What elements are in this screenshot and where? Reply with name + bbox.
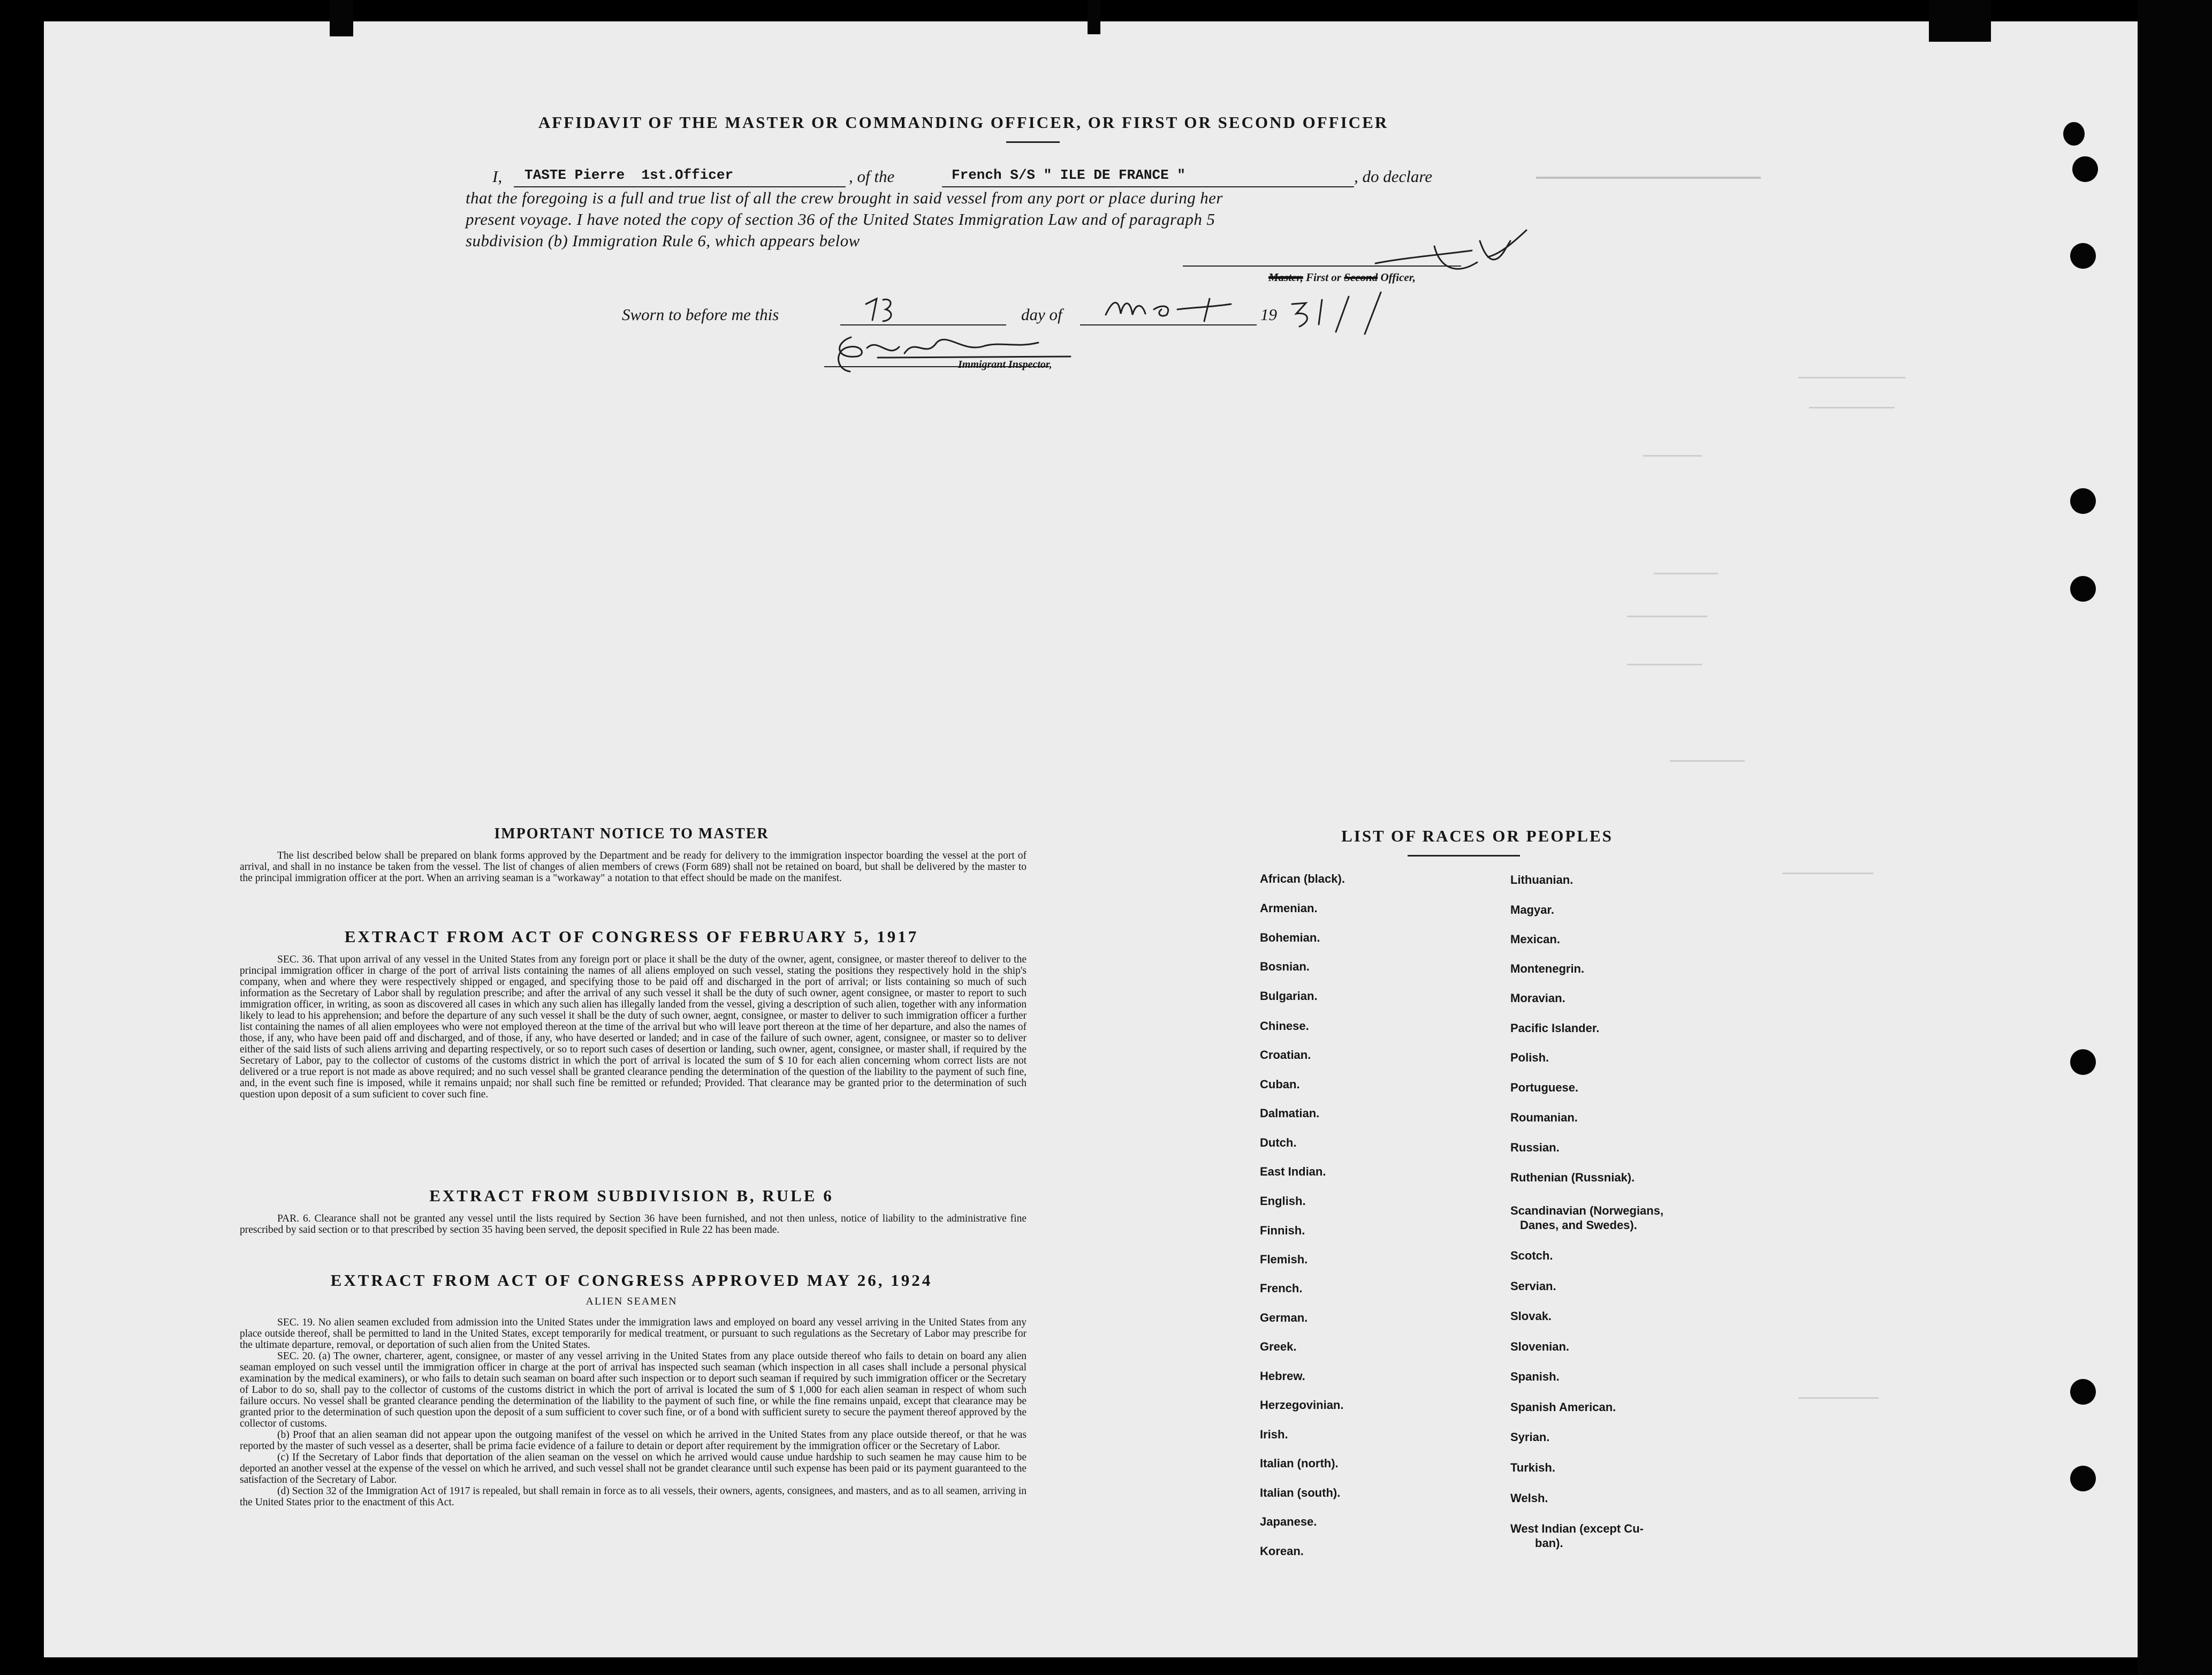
bleed-through [1627,664,1702,665]
notice-title: IMPORTANT NOTICE TO MASTER [494,825,769,842]
race-item: French. [1260,1282,1303,1295]
punch-hole [2070,1379,2096,1405]
race-item: West Indian (except Cu- [1510,1522,1644,1535]
race-item: Greek. [1260,1340,1297,1353]
race-item: Servian. [1510,1279,1556,1293]
race-item: Slovak. [1510,1309,1552,1323]
bleed-through [1670,760,1745,762]
race-item: Armenian. [1260,901,1318,915]
scan-top-tab [330,0,353,36]
bleed-through [1654,573,1718,574]
race-item: English. [1260,1194,1306,1208]
officer-caption-struck: Master, [1268,271,1303,284]
punch-hole [2070,243,2096,269]
affidavit-body-line3: subdivision (b) Immigration Rule 6, which appears below [466,231,860,250]
officer-caption [1268,271,1416,284]
extract-1924-body [240,1317,1027,1508]
bleed-through [1782,873,1873,874]
race-item: Irish. [1260,1428,1288,1441]
year-handwriting [1284,289,1413,337]
race-item: Lithuanian. [1510,873,1574,886]
race-item: Welsh. [1510,1491,1548,1505]
race-item: Spanish. [1510,1370,1560,1383]
bleed-through [1536,177,1761,179]
race-item: Dalmatian. [1260,1106,1320,1120]
affidavit-title: AFFIDAVIT OF THE MASTER OR COMMANDING OFFICER, OR FIRST OR SECOND OFFICER [538,113,1389,132]
vessel-name: French S/S " ILE DE FRANCE " [952,167,1185,183]
race-item: Spanish American. [1510,1400,1616,1414]
officer-caption-mid: First or [1306,271,1341,284]
race-item: Montenegrin. [1510,962,1585,975]
race-item: Danes, and Swedes). [1520,1218,1637,1232]
punch-hole [2070,576,2096,602]
bleed-through [1798,1397,1879,1399]
paragraph-6: PAR. 6. Clearance shall not be granted any vessel until the lists required by Section 36 have been furnished, and not then unless, notice of liability to the administrative fine prescribed by said section or to that prescribed by section 35 having been served, the deposit specified in Rule 22 has been made. [240,1213,1027,1236]
race-item: Chinese. [1260,1019,1309,1033]
scan-edge-border [2138,0,2212,1675]
bleed-through [1643,455,1702,457]
race-item: Italian (north). [1260,1457,1339,1470]
alien-seamen-subtitle: ALIEN SEAMEN [586,1295,678,1307]
bleed-through [1798,377,1905,378]
bleed-through [1627,616,1707,617]
race-item: Moravian. [1510,991,1565,1005]
affidavit-of-the: , of the [849,167,895,186]
sworn-text: Sworn to before me this [622,305,779,324]
officer-name: TASTE Pierre 1st.Officer [525,167,734,183]
subdivision-body [240,1213,1027,1236]
officer-signature-line [1183,266,1461,267]
race-item: East Indian. [1260,1165,1326,1178]
notice-paragraph: The list described below shall be prepared on blank forms approved by the Department and be ready for delivery to the immigration inspector boarding the vessel at the port of arrival, and shall in no instance be taken from the vessel. The list of changes of alien members of crews (Form 689) shall not be retained on board, but shall be delivered by the master to the principal immigration officer at the port. When an arriving seaman is a "workaway" a notation to that effect should be made on the manifest. [240,850,1027,884]
race-item: Bosnian. [1260,960,1310,973]
inspector-caption: Immigrant Inspector, [958,359,1052,370]
punch-hole [2070,1049,2096,1075]
race-item: Japanese. [1260,1515,1317,1528]
year-prefix: 19 [1260,305,1277,324]
race-item: German. [1260,1311,1308,1324]
punch-hole [2063,122,2085,146]
race-item: Cuban. [1260,1078,1300,1091]
bleed-through [1809,407,1895,408]
race-item: Portuguese. [1510,1081,1579,1094]
extract-1924-title: EXTRACT FROM ACT OF CONGRESS APPROVED MAY 26, 1924 [330,1271,933,1290]
race-item: ban). [1535,1536,1563,1550]
race-item: Roumanian. [1510,1111,1578,1124]
scan-top-tab [1929,0,1991,42]
race-item: Scandinavian (Norwegians, [1510,1204,1664,1217]
races-title: LIST OF RACES OR PEOPLES [1341,827,1613,845]
race-item: Flemish. [1260,1253,1308,1266]
race-item: Croatian. [1260,1048,1311,1062]
race-item: Russian. [1510,1141,1560,1154]
race-item: Syrian. [1510,1430,1550,1444]
race-item: Slovenian. [1510,1340,1570,1353]
officer-caption-struck2: Second [1344,271,1378,284]
month-handwriting [1103,293,1242,325]
affidavit-body-line1: that the foregoing is a full and true list of all the crew brought in said vessel from any port or place during her [466,188,1223,207]
affidavit-body-line2: present voyage. I have noted the copy of section 36 of the United States Immigration Law and of paragraph 5 [466,210,1215,229]
race-item: Ruthenian (Russniak). [1510,1171,1635,1184]
punch-hole [2072,156,2098,182]
notice-body [240,850,1027,884]
section-20a-paragraph: SEC. 20. (a) The owner, charterer, agent, consignee, or master of any vessel arriving in the United States from any place outside thereof who fails to detain on board any alien seaman employed on such vessel until the immigration officer in charge at the port of arrival has inspected such seaman (which inspection in all cases shall include a personal physical examination by the medical examiners), or who fails to detain such seaman on board after such inspection or to deport such seaman if required by such immigration officer or the Secretary of Labor to do so, shall pay to the collector of customs of the customs district in which the port of arrival is located the sum of $ 1,000 for each alien seaman in respect of whom such failure occurs. No vessel shall be granted clearance pending the determination of the liability to the payment of such fine, or while the fine remains unpaid, except that clearance may be granted prior to the determination of such question upon the deposit of a sum sufficient to cover such fine, or of a bond with sufficient surety to secure the payment thereof approved by the collector of customs. [240,1351,1027,1429]
race-item: Korean. [1260,1544,1304,1558]
race-item: Bohemian. [1260,931,1320,944]
race-item: Dutch. [1260,1136,1297,1149]
officer-name-line [514,186,846,187]
section-19-paragraph: SEC. 19. No alien seamen excluded from admission into the United States under the immigration laws and employed on board any vessel arriving in the United States from any place outside thereof, shall be permitted to land in the United States, except temporarily for medical treatment, or pursuant to such regulations as the Secretary of Labor may prescribe for the ultimate departure, removal, or deportation of such alien from the United States. [240,1317,1027,1351]
race-item: Italian (south). [1260,1486,1341,1499]
section-20b-paragraph: (b) Proof that an alien seaman did not appear upon the outgoing manifest of the vessel on which he arrived in the United States from any place outside thereof, or that he was reported by the master of such vessel as a deserter, shall be prima facie evidence of a failure to detain or deport after requirement by the immigration officer or the Secretary of Labor. [240,1429,1027,1452]
scan-top-tab [1088,0,1100,34]
race-item: Polish. [1510,1051,1549,1064]
extract-1917-body [240,954,1027,1100]
race-item: Scotch. [1510,1249,1553,1262]
race-item: Finnish. [1260,1224,1305,1237]
race-item: African (black). [1260,872,1345,885]
race-item: Turkish. [1510,1461,1555,1474]
section-36-paragraph: SEC. 36. That upon arrival of any vessel in the United States from any foreign port or place it shall be the duty of the owner, agent, consignee, or master thereof to deliver to the principal immigration officer in charge of the port of arrival lists containing the names of all aliens employed on such vessel, stating the positions they respectively hold in the ship's company, when and where they were respectively shipped or engaged, and specifying those to be paid off and discharged in the port of arrival; or lists containing so much of such information as the Secretary of Labor shall by regulation prescribe; and after the arrival of any such vessel it shall be the duty of such owner, agent consignee, or master to report to such immigration officer, in writing, as soon as discovered all cases in which any such alien has illegally landed from the vessel, giving a description of such alien, together with any information likely to lead to his apprehension; and before the departure of any such vessel it shall be the duty of such owner, aegnt, consignee, or master to deliver to such immigration officer a further list containing the names of all alien employees who were not employed thereon at the time of the arrival but who will leave port thereon at the time of her departure, and also the names of those, if any, who have been paid off and discharged, and of those, if any, who have deserted or landed; and in case of the failure of such owner, agent, consignee, or master so to deliver either of the said lists of such aliens arriving and departing respectively, or so to report such cases of desertion or landing, such owner, agent, consignee, or master shall, if required by the Secretary of Labor, pay to the collector of customs of the customs district in which the port of arrival is located the sum of $ 10 for each alien concerning whom correct lists are not delivered or a true report is not made as above required; and no such vessel shall be granted clearance pending the determination of the question of the liability to the payment of such fine, and, in the event such fine is imposed, while it remains unpaid; nor shall such fine be remitted or refunded; Provided. That clearance may be granted prior to the determination of such question upon deposit of a sum suficient to cover such fine. [240,954,1027,1100]
day-of-text: day of [1021,305,1062,324]
race-item: Herzegovinian. [1260,1398,1344,1412]
title-rule [1006,141,1060,143]
vessel-line [942,186,1354,187]
section-20d-paragraph: (d) Section 32 of the Immigration Act of 1917 is repealed, but shall remain in force as to ali vessels, their owners, agents, consignees, and masters, and as to all seamen, arriving in the United States prior to the enactment of this Act. [240,1485,1027,1508]
race-item: Bulgarian. [1260,989,1318,1003]
race-item: Magyar. [1510,903,1554,916]
race-item: Pacific Islander. [1510,1021,1600,1035]
race-item: Mexican. [1510,933,1560,946]
affidavit-i-label: I, [492,167,503,186]
officer-caption-end: Officer, [1380,271,1416,284]
section-20c-paragraph: (c) If the Secretary of Labor finds that deportation of the alien seaman on the vessel on which he arrived would cause undue hardship to such seamen he may cause him to be deported an another vessel at the expense of the vessel on which he arrived, and such vessel shall not be grandet clearance until such expense has been paid or its payment guaranteed to the satisfaction of the Secretary of Labor. [240,1452,1027,1485]
extract-1917-title: EXTRACT FROM ACT OF CONGRESS OF FEBRUARY 5, 1917 [344,927,919,946]
races-title-rule [1408,855,1520,857]
punch-hole [2070,1466,2096,1491]
subdivision-title: EXTRACT FROM SUBDIVISION B, RULE 6 [429,1186,834,1205]
sworn-day-handwriting [862,293,910,325]
punch-hole [2070,488,2096,514]
affidavit-do-declare: , do declare [1354,167,1433,186]
race-item: Hebrew. [1260,1369,1305,1383]
